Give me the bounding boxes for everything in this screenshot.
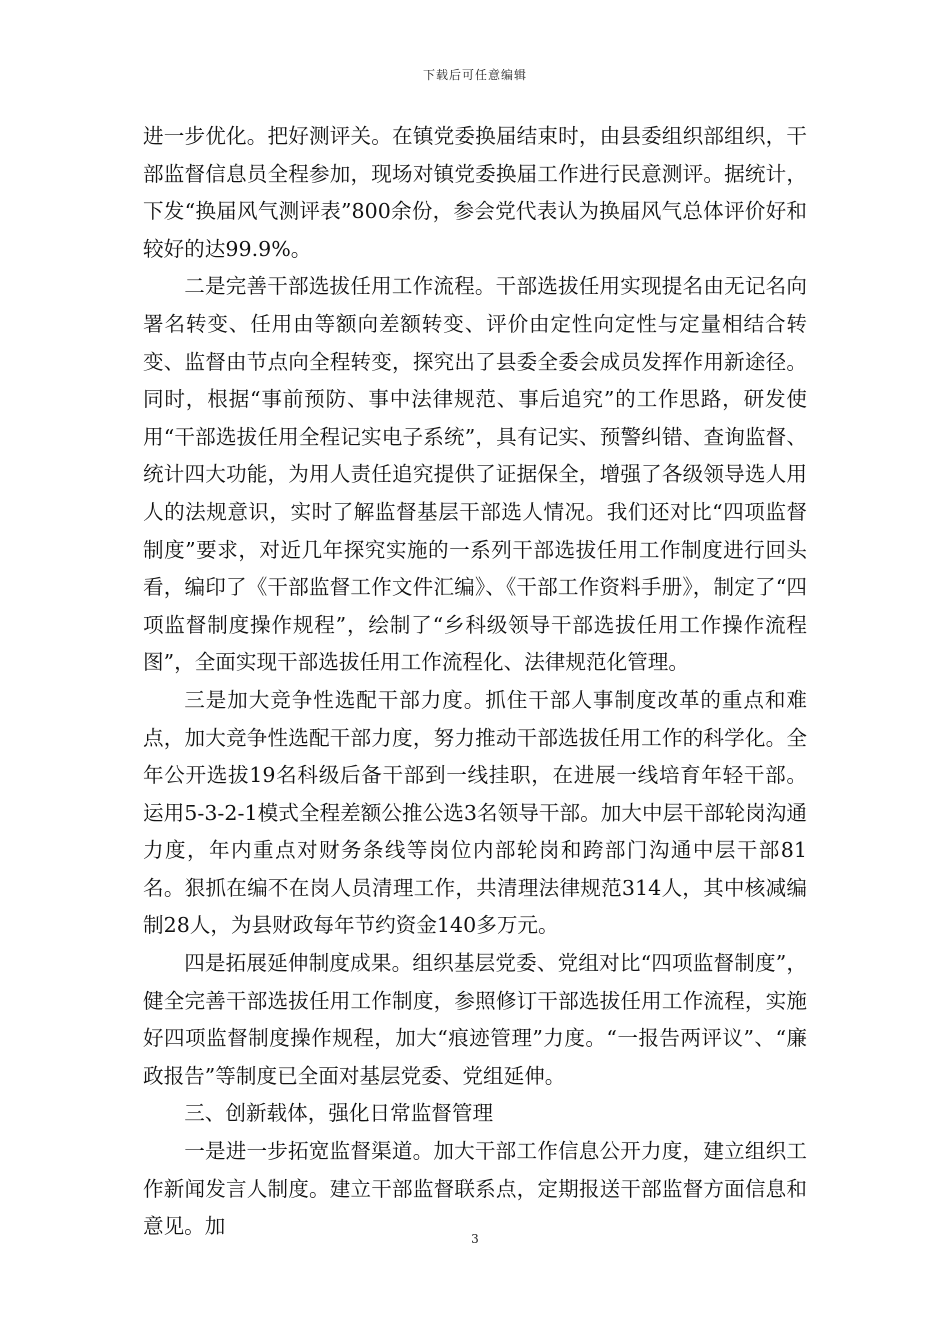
paragraph-4: 四是拓展延伸制度成果。组织基层党委、党组对比“四项监督制度”，健全完善干部选拔任用工作制度，参照修订干部选拔任用工作流程，实施好四项监督制度操作规程，加大“痕迹管理”力度。“一报告两评议”、“廉政报告”等制度已全面对基层党委、党组延伸。: [143, 951, 807, 1088]
paragraph-5: 一是进一步拓宽监督渠道。加大干部工作信息公开力度，建立组织工作新闻发言人制度。建立干部监督联系点，定期报送干部监督方面信息和意见。加: [143, 1139, 807, 1239]
page-header: 下载后可任意编辑: [422, 68, 527, 82]
page-number: 3: [471, 1232, 479, 1246]
paragraph-3: 三是加大竞争性选配干部力度。抓住干部人事制度改革的重点和难点，加大竞争性选配干部力度，努力推动干部选拔任用工作的科学化。全年公开选拔19名科级后备干部到一线挂职，在进展一线培育年轻干部。运用5-3-2-1模式全程差额公推公选3名领导干部。加大中层干部轮岗沟通力度，年内重点对财务条线等岗位内部轮岗和跨部门沟通中层干部81名。狠抓在编不在岗人员清理工作，共清理法律规范314人，其中核减编制28人，为县财政每年节约资金140多万元。: [143, 687, 807, 938]
paragraph-1: 进一步优化。把好测评关。在镇党委换届结束时，由县委组织部组织，干部监督信息员全程参加，现场对镇党委换届工作进行民意测评。据统计，下发“换届风气测评表”800余份，参会党代表认为换届风气总体评价好和较好的达99.9%。: [143, 124, 807, 261]
section-heading: 三、创新载体，强化日常监督管理: [184, 1101, 494, 1126]
paragraph-2: 二是完善干部选拔任用工作流程。干部选拔任用实现提名由无记名向署名转变、任用由等额向差额转变、评价由定性向定性与定量相结合转变、监督由节点向全程转变，探究出了县委全委会成员发挥作用新途径。同时，根据“事前预防、事中法律规范、事后追究”的工作思路，研发使用“干部选拔任用全程记实电子系统”，具有记实、预警纠错、查询监督、统计四大功能，为用人责任追究提供了证据保全，增强了各级领导选人用人的法规意识，实时了解监督基层干部选人情况。我们还对比“四项监督制度”要求，对近几年探究实施的一系列干部选拔任用工作制度进行回头看，编印了《干部监督工作文件汇编》、《干部工作资料手册》，制定了“四项监督制度操作规程”，绘制了“乡科级领导干部选拔任用工作操作流程图”，全面实现干部选拔任用工作流程化、法律规范化管理。: [143, 274, 807, 675]
document-body: [143, 118, 807, 1246]
